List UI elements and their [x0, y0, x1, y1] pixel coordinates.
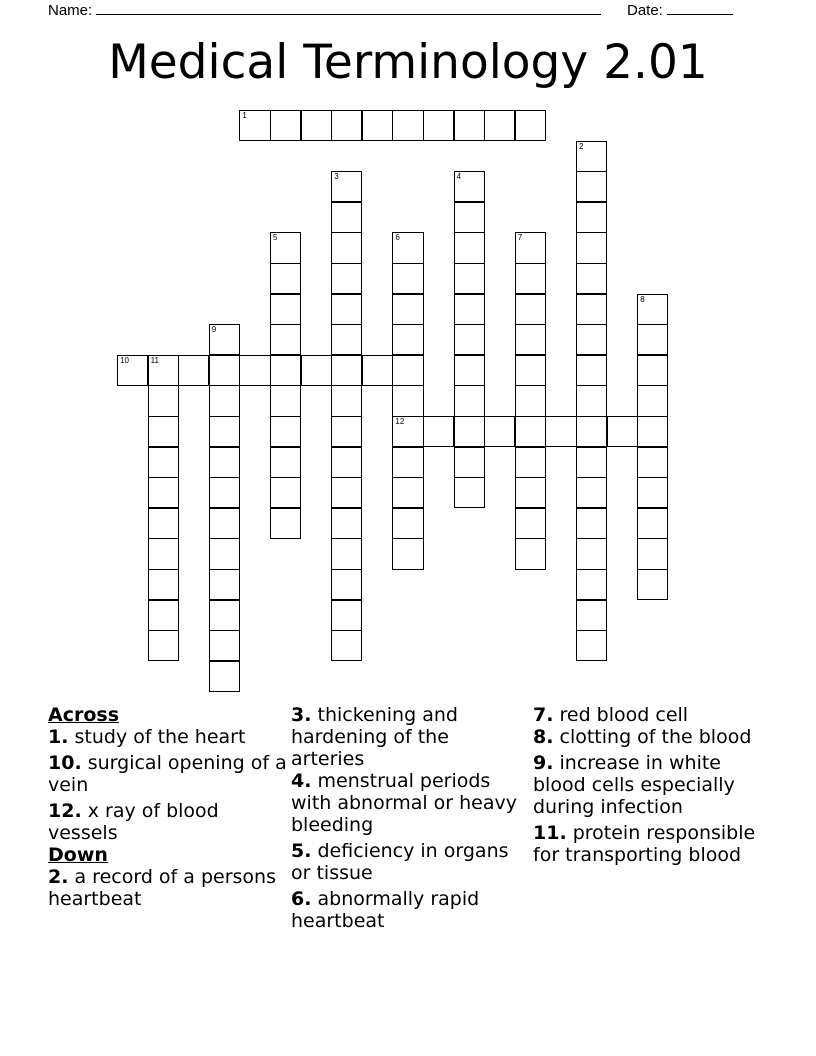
grid-cell[interactable] [576, 630, 607, 661]
grid-cell[interactable] [331, 630, 362, 661]
grid-cell[interactable] [392, 110, 423, 141]
grid-cell[interactable] [454, 477, 485, 508]
grid-cell[interactable] [270, 385, 301, 416]
grid-cell[interactable] [331, 600, 362, 631]
grid-cell[interactable] [331, 508, 362, 539]
grid-cell[interactable] [454, 447, 485, 478]
grid-cell[interactable] [515, 385, 546, 416]
grid-cell[interactable] [576, 508, 607, 539]
grid-cell[interactable] [301, 355, 332, 386]
grid-cell[interactable] [270, 263, 301, 294]
grid-cell[interactable] [423, 416, 454, 447]
clue-number: 7 [517, 233, 523, 243]
grid-cell[interactable] [607, 416, 638, 447]
grid-cell[interactable] [454, 110, 485, 141]
grid-cell[interactable] [454, 416, 485, 447]
grid-cell[interactable] [117, 355, 148, 386]
grid-cell[interactable] [576, 141, 607, 172]
page-title: Medical Terminology 2.01 [108, 35, 708, 90]
grid-cell[interactable] [209, 447, 240, 478]
grid-cell[interactable] [454, 263, 485, 294]
grid-cell[interactable] [209, 324, 240, 355]
clue-column-3 [533, 704, 773, 870]
grid-cell[interactable] [362, 110, 393, 141]
grid-cell[interactable] [637, 294, 668, 325]
grid-cell[interactable] [331, 355, 362, 386]
clue-down-9: 9. increase in white blood cells especially during infection [533, 752, 735, 818]
grid-cell[interactable] [239, 355, 270, 386]
grid-cell[interactable] [270, 416, 301, 447]
grid-cell[interactable] [637, 324, 668, 355]
grid-cell[interactable] [331, 202, 362, 233]
grid-cell[interactable] [331, 477, 362, 508]
grid-cell[interactable] [576, 263, 607, 294]
grid-cell[interactable] [576, 324, 607, 355]
grid-cell[interactable] [392, 294, 423, 325]
grid-cell[interactable] [454, 355, 485, 386]
grid-cell[interactable] [239, 110, 270, 141]
clue-column-2 [291, 704, 527, 936]
grid-cell[interactable] [209, 630, 240, 661]
grid-cell[interactable] [515, 477, 546, 508]
date-label: Date: [627, 2, 663, 19]
clue-number: 11 [150, 355, 159, 365]
grid-cell[interactable] [454, 232, 485, 263]
clue-down-5: 5. deficiency in organs or tissue [291, 840, 509, 884]
grid-cell[interactable] [331, 538, 362, 569]
clue-across-1: 1. study of the heart [48, 726, 246, 748]
clue-number: 4 [456, 172, 462, 182]
clue-number: 10 [120, 355, 129, 365]
grid-cell[interactable] [209, 600, 240, 631]
down-heading: Down [48, 844, 108, 866]
grid-cell[interactable] [392, 508, 423, 539]
clue-number: 5 [273, 233, 278, 243]
grid-cell[interactable] [148, 447, 179, 478]
grid-cell[interactable] [576, 355, 607, 386]
clue-number: 8 [640, 294, 645, 304]
grid-cell[interactable] [515, 355, 546, 386]
grid-cell[interactable] [637, 538, 668, 569]
clue-down-11: 11. protein responsible for transporting blood [533, 822, 756, 866]
grid-cell[interactable] [209, 416, 240, 447]
clue-number: 3 [334, 172, 339, 182]
grid-cell[interactable] [331, 171, 362, 202]
grid-cell[interactable] [331, 569, 362, 600]
grid-cell[interactable] [270, 355, 301, 386]
clue-number: 9 [211, 325, 217, 335]
grid-cell[interactable] [331, 385, 362, 416]
grid-cell[interactable] [392, 477, 423, 508]
grid-cell[interactable] [148, 600, 179, 631]
grid-cell[interactable] [270, 110, 301, 141]
grid-cell[interactable] [178, 355, 209, 386]
grid-cell[interactable] [148, 630, 179, 661]
grid-cell[interactable] [148, 355, 179, 386]
grid-cell[interactable] [454, 202, 485, 233]
grid-cell[interactable] [576, 294, 607, 325]
grid-cell[interactable] [392, 416, 423, 447]
grid-cell[interactable] [515, 538, 546, 569]
grid-cell[interactable] [515, 263, 546, 294]
grid-cell[interactable] [392, 263, 423, 294]
grid-cell[interactable] [392, 324, 423, 355]
grid-cell[interactable] [301, 110, 332, 141]
grid-cell[interactable] [209, 538, 240, 569]
grid-cell[interactable] [637, 508, 668, 539]
grid-cell[interactable] [454, 171, 485, 202]
grid-cell[interactable] [576, 385, 607, 416]
grid-cell[interactable] [270, 324, 301, 355]
grid-cell[interactable] [515, 110, 546, 141]
clue-number: 6 [395, 233, 400, 243]
grid-cell[interactable] [576, 232, 607, 263]
grid-cell[interactable] [209, 355, 240, 386]
grid-cell[interactable] [148, 416, 179, 447]
grid-cell[interactable] [515, 294, 546, 325]
grid-cell[interactable] [576, 202, 607, 233]
grid-cell[interactable] [209, 661, 240, 692]
grid-cell[interactable] [148, 508, 179, 539]
grid-cell[interactable] [484, 110, 515, 141]
name-label: Name: [48, 2, 93, 19]
grid-cell[interactable] [454, 294, 485, 325]
clue-across-12: 12. x ray of blood vessels [48, 800, 219, 844]
grid-cell[interactable] [637, 569, 668, 600]
grid-cell[interactable] [331, 447, 362, 478]
grid-cell[interactable] [637, 355, 668, 386]
grid-cell[interactable] [331, 294, 362, 325]
clue-column-1 [48, 704, 288, 914]
grid-cell[interactable] [637, 477, 668, 508]
grid-cell[interactable] [148, 538, 179, 569]
clue-down-3: 3. thickening and hardening of the arteries [291, 704, 458, 770]
grid-cell[interactable] [484, 416, 515, 447]
grid-cell[interactable] [270, 447, 301, 478]
grid-cell[interactable] [270, 477, 301, 508]
grid-cell[interactable] [331, 232, 362, 263]
clue-down-6: 6. abnormally rapid heartbeat [291, 888, 480, 932]
grid-cell[interactable] [637, 447, 668, 478]
grid-cell[interactable] [423, 110, 454, 141]
grid-cell[interactable] [331, 263, 362, 294]
grid-cell[interactable] [331, 110, 362, 141]
grid-cell[interactable] [576, 569, 607, 600]
grid-cell[interactable] [392, 447, 423, 478]
grid-cell[interactable] [515, 508, 546, 539]
grid-cell[interactable] [576, 171, 607, 202]
grid-cell[interactable] [209, 477, 240, 508]
clue-down-8: 8. clotting of the blood [533, 726, 752, 748]
grid-cell[interactable] [545, 416, 576, 447]
grid-cell[interactable] [148, 569, 179, 600]
grid-cell[interactable] [209, 508, 240, 539]
clue-across-10: 10. surgical opening of a vein [48, 752, 287, 796]
clue-down-2: 2. a record of a persons heartbeat [48, 866, 276, 910]
grid-cell[interactable] [331, 324, 362, 355]
clue-down-4: 4. menstrual periods with abnormal or heavy bleeding [291, 770, 518, 836]
grid-cell[interactable] [637, 385, 668, 416]
clue-number: 12 [395, 417, 405, 426]
grid-cell[interactable] [576, 600, 607, 631]
grid-cell[interactable] [454, 385, 485, 416]
grid-cell[interactable] [576, 477, 607, 508]
grid-cell[interactable] [515, 232, 546, 263]
grid-cell[interactable] [362, 355, 393, 386]
clue-number: 2 [579, 141, 584, 151]
grid-cell[interactable] [270, 508, 301, 539]
grid-cell[interactable] [392, 385, 423, 416]
grid-cell[interactable] [576, 416, 607, 447]
grid-cell[interactable] [454, 324, 485, 355]
grid-cell[interactable] [515, 324, 546, 355]
grid-cell[interactable] [576, 447, 607, 478]
grid-cell[interactable] [148, 385, 179, 416]
across-heading: Across [48, 704, 120, 726]
grid-cell[interactable] [637, 416, 668, 447]
clue-number: 1 [242, 111, 247, 120]
grid-cell[interactable] [515, 416, 546, 447]
grid-cell[interactable] [331, 416, 362, 447]
grid-cell[interactable] [392, 232, 423, 263]
grid-cell[interactable] [270, 294, 301, 325]
grid-cell[interactable] [392, 538, 423, 569]
grid-cell[interactable] [209, 385, 240, 416]
grid-cell[interactable] [270, 232, 301, 263]
grid-cell[interactable] [392, 355, 423, 386]
grid-cell[interactable] [576, 538, 607, 569]
clue-down-7: 7. red blood cell [533, 704, 689, 726]
grid-cell[interactable] [209, 569, 240, 600]
grid-cell[interactable] [515, 447, 546, 478]
grid-cell[interactable] [148, 477, 179, 508]
